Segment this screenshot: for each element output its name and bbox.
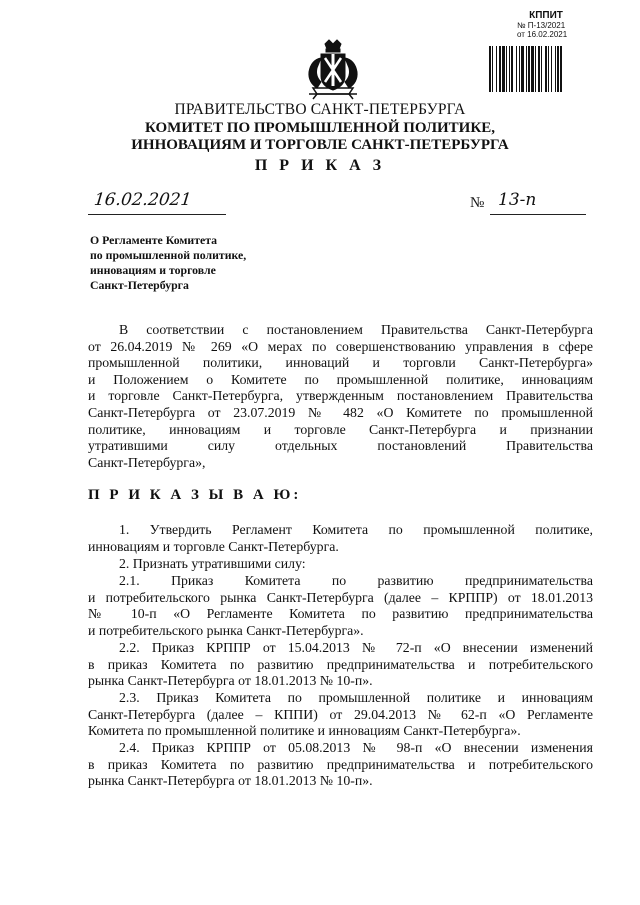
- item-line: рынка Санкт-Петербурга от 18.01.2013 № 10-п».: [88, 673, 373, 689]
- preamble-line: Санкт-Петербурга»,: [88, 454, 206, 470]
- order-item-1: [88, 522, 593, 555]
- order-item-2-3: [88, 690, 593, 740]
- item-line: 2.3. Приказ Комитета по промышленной политике и инновациям: [119, 690, 593, 705]
- order-item-2: [88, 556, 593, 573]
- item-line: № 10-п «О Регламенте Комитета по развитию предпринимательства: [88, 606, 593, 622]
- registration-stamp: [505, 10, 585, 39]
- subject-line: инновациям и торговле: [90, 263, 216, 277]
- item-line: 2.4. Приказ КРППР от 05.08.2013 № 98-п «О внесении изменения: [119, 740, 593, 755]
- order-item-2-1: [88, 573, 593, 639]
- preamble-line: Санкт-Петербурга от 23.07.2019 № 482 «О Комитете по промышленной: [88, 404, 593, 420]
- subject-line: О Регламенте Комитета: [90, 233, 218, 247]
- preamble-line: от 26.04.2019 № 269 «О мерах по совершенствованию управления в сфере: [88, 338, 593, 354]
- order-item-2-4: [88, 740, 593, 790]
- committee-title-line2: ИННОВАЦИЯМ И ТОРГОВЛЕ САНКТ-ПЕТЕРБУРГА: [131, 137, 509, 153]
- item-line: в приказ Комитета по развитию предпринимательства и потребительского: [88, 756, 593, 772]
- document-number: 13-п: [498, 190, 537, 210]
- item-line: 2.2. Приказ КРППР от 15.04.2013 № 72-п «О внесении изменений: [119, 640, 593, 655]
- item-line: Комитета по промышленной политике и инновациям Санкт-Петербурга».: [88, 723, 521, 739]
- item-line: 2. Признать утратившими силу:: [119, 556, 306, 571]
- coat-of-arms-emblem: [303, 38, 363, 100]
- preamble-line: утратившими силу отдельных постановлений Правительства: [88, 438, 593, 454]
- number-label: №: [470, 195, 485, 211]
- subject-line: Санкт-Петербурга: [90, 278, 189, 292]
- preamble-line: В соответствии с постановлением Правительства Санкт-Петербурга: [119, 322, 593, 337]
- item-line: и потребительского рынка Санкт-Петербурга (далее – КРППР) от 18.01.2013: [88, 589, 593, 605]
- document-number-field: [490, 190, 586, 215]
- preamble-line: промышленной политики, инноваций и торговли Санкт-Петербурга»: [88, 355, 593, 371]
- item-line: и потребительского рынка Санкт-Петербурга».: [88, 622, 364, 638]
- document-date-field: [88, 190, 226, 215]
- item-line: инновациям и торговле Санкт-Петербурга.: [88, 538, 339, 554]
- item-line: в приказ Комитета по развитию предпринимательства и потребительского: [88, 656, 593, 672]
- preamble-line: и Положением о Комитете по промышленной политике, инновациям: [88, 371, 593, 387]
- item-line: 1. Утвердить Регламент Комитета по промышленной политике,: [119, 522, 593, 537]
- item-line: рынка Санкт-Петербурга от 18.01.2013 № 10-п».: [88, 773, 373, 789]
- preamble-line: политике, инновациям и торговле Санкт-Петербурга и признании: [88, 421, 593, 437]
- committee-title-line1: КОМИТЕТ ПО ПРОМЫШЛЕННОЙ ПОЛИТИКЕ,: [145, 120, 495, 136]
- document-type: П Р И К А З: [254, 157, 386, 174]
- item-line: Санкт-Петербурга (далее – КППИ) от 29.04.2013 № 62-п «О Регламенте: [88, 706, 593, 722]
- government-title: ПРАВИТЕЛЬСТВО САНКТ-ПЕТЕРБУРГА: [174, 101, 466, 118]
- order-heading: П Р И К А З Ы В А Ю:: [88, 487, 302, 503]
- preamble-line: и торговле Санкт-Петербурга, утвержденным постановлением Правительства: [88, 388, 593, 404]
- stamp-date: от 16.02.2021: [517, 30, 568, 39]
- preamble-paragraph: [88, 322, 593, 471]
- item-line: 2.1. Приказ Комитета по развитию предпринимательства: [119, 573, 593, 588]
- stamp-title: КППИТ: [529, 10, 563, 21]
- stamp-number: № П-13/2021: [517, 21, 566, 30]
- document-date: 16.02.2021: [92, 190, 193, 210]
- barcode: [487, 44, 582, 94]
- document-subject: [90, 233, 290, 293]
- subject-line: по промышленной политике,: [90, 248, 247, 262]
- order-item-2-2: [88, 640, 593, 690]
